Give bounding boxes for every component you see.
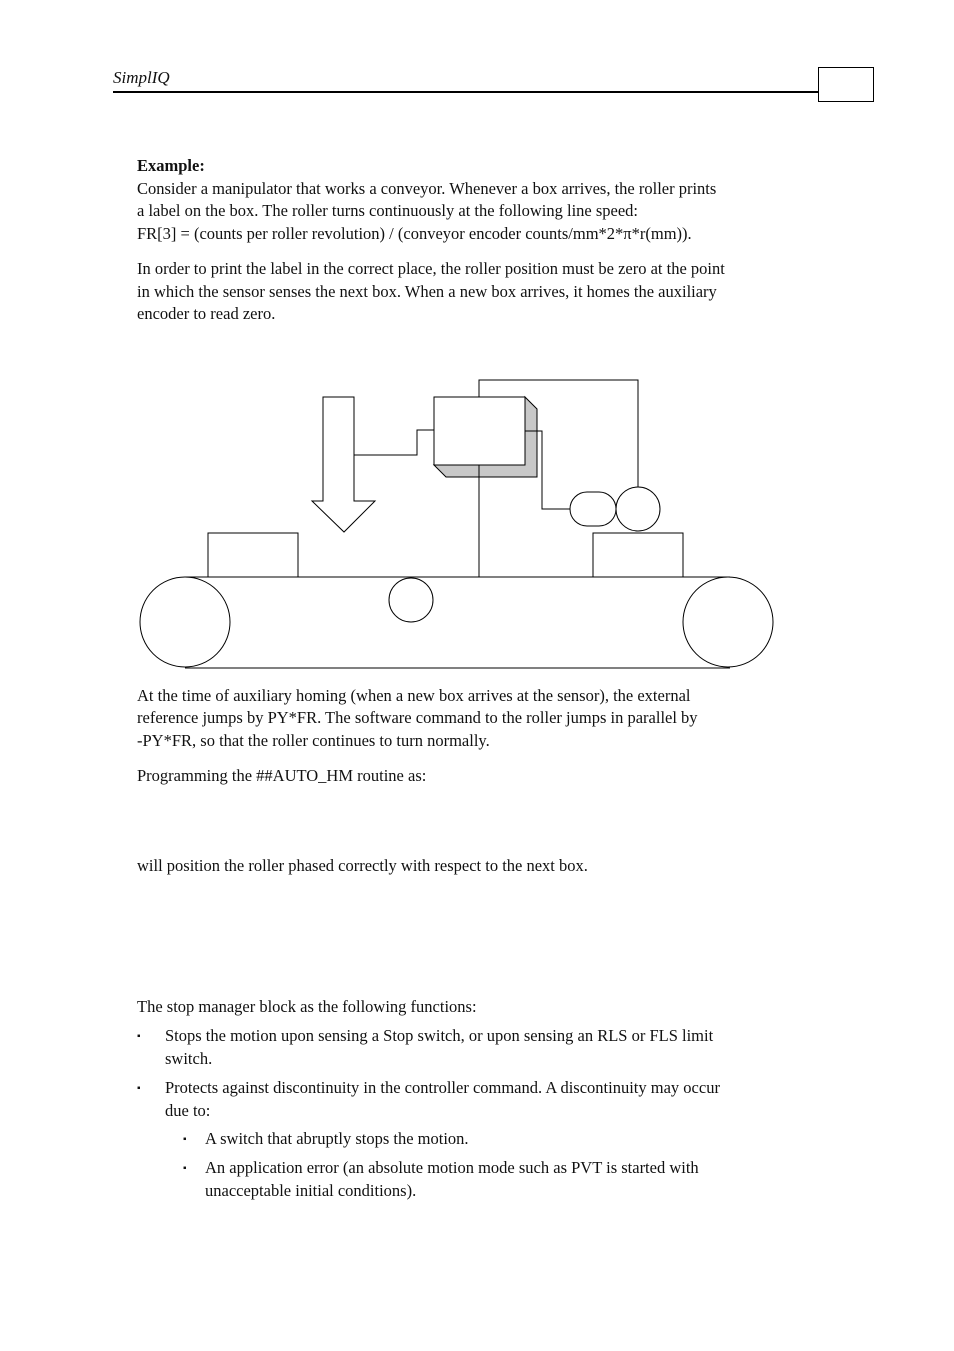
sub-bullet-text <box>205 1157 815 1202</box>
conveyor-diagram <box>130 370 790 680</box>
paragraph-2-line-3: encoder to read zero. <box>137 304 276 323</box>
header-rule <box>113 91 819 93</box>
sub-bullet-2-line-1: An application error (an absolute motion mode such as PVT is started with <box>205 1158 699 1177</box>
bullet-2-line-2: due to: <box>165 1100 211 1120</box>
sub-bullet-text <box>205 1128 815 1151</box>
bullet-icon: ▪ <box>183 1134 187 1145</box>
example-line-1: Consider a manipulator that works a conveyor. Whenever a box arrives, the roller prints <box>137 179 717 198</box>
bullet-1-line-2: switch. <box>165 1048 213 1068</box>
sub-bullet-1-line-1: A switch that abruptly stops the motion. <box>205 1129 469 1148</box>
after-diagram-line-1: At the time of auxiliary homing (when a new box arrives at the sensor), the external <box>137 686 691 705</box>
box-left <box>208 533 298 577</box>
result-line: will position the roller phased correctly with respect to the next box. <box>137 856 588 875</box>
sensor-wire <box>354 430 434 455</box>
bullet-1-line-1: Stops the motion upon sensing a Stop switch, or upon sensing an RLS or FLS limit <box>165 1026 714 1045</box>
bullet-icon: ▪ <box>183 1163 187 1174</box>
controller-box <box>434 397 525 465</box>
right-pulley <box>683 577 773 667</box>
print-roller <box>616 487 660 531</box>
after-diagram-line-2: reference jumps by PY*FR. The software command to the roller jumps in parallel by <box>137 708 698 727</box>
bullet-icon: ▪ <box>137 1031 141 1042</box>
sensor-arrow <box>312 397 375 532</box>
page-number-box <box>818 67 874 102</box>
left-pulley <box>140 577 230 667</box>
after-diagram-line-3: -PY*FR, so that the roller continues to turn normally. <box>137 731 490 750</box>
bullet-2-line-1: Protects against discontinuity in the controller command. A discontinuity may occur <box>165 1078 720 1097</box>
example-line-2: a label on the box. The roller turns continuously at the following line speed: <box>137 201 639 220</box>
programming-line: Programming the ##AUTO_HM routine as: <box>137 766 427 785</box>
motor <box>570 492 616 526</box>
header-title: SimplIQ <box>113 68 170 87</box>
box-right <box>593 533 683 577</box>
paragraph-2-line-2: in which the sensor senses the next box. When a new box arrives, it homes the auxiliary <box>137 282 717 301</box>
bullet-text <box>165 1025 825 1070</box>
bullet-text <box>165 1077 825 1122</box>
paragraph-2-line-1: In order to print the label in the correct place, the roller position must be zero at the point <box>137 259 725 278</box>
encoder-wheel <box>389 578 433 622</box>
sub-bullet-2-line-2: unacceptable initial conditions). <box>205 1180 417 1200</box>
bullet-icon: ▪ <box>137 1083 141 1094</box>
stop-manager-intro: The stop manager block as the following functions: <box>137 997 477 1016</box>
example-heading: Example: <box>137 156 205 175</box>
example-line-3: FR[3] = (counts per roller revolution) / (conveyor encoder counts/mm*2*π*r(mm)). <box>137 224 692 243</box>
